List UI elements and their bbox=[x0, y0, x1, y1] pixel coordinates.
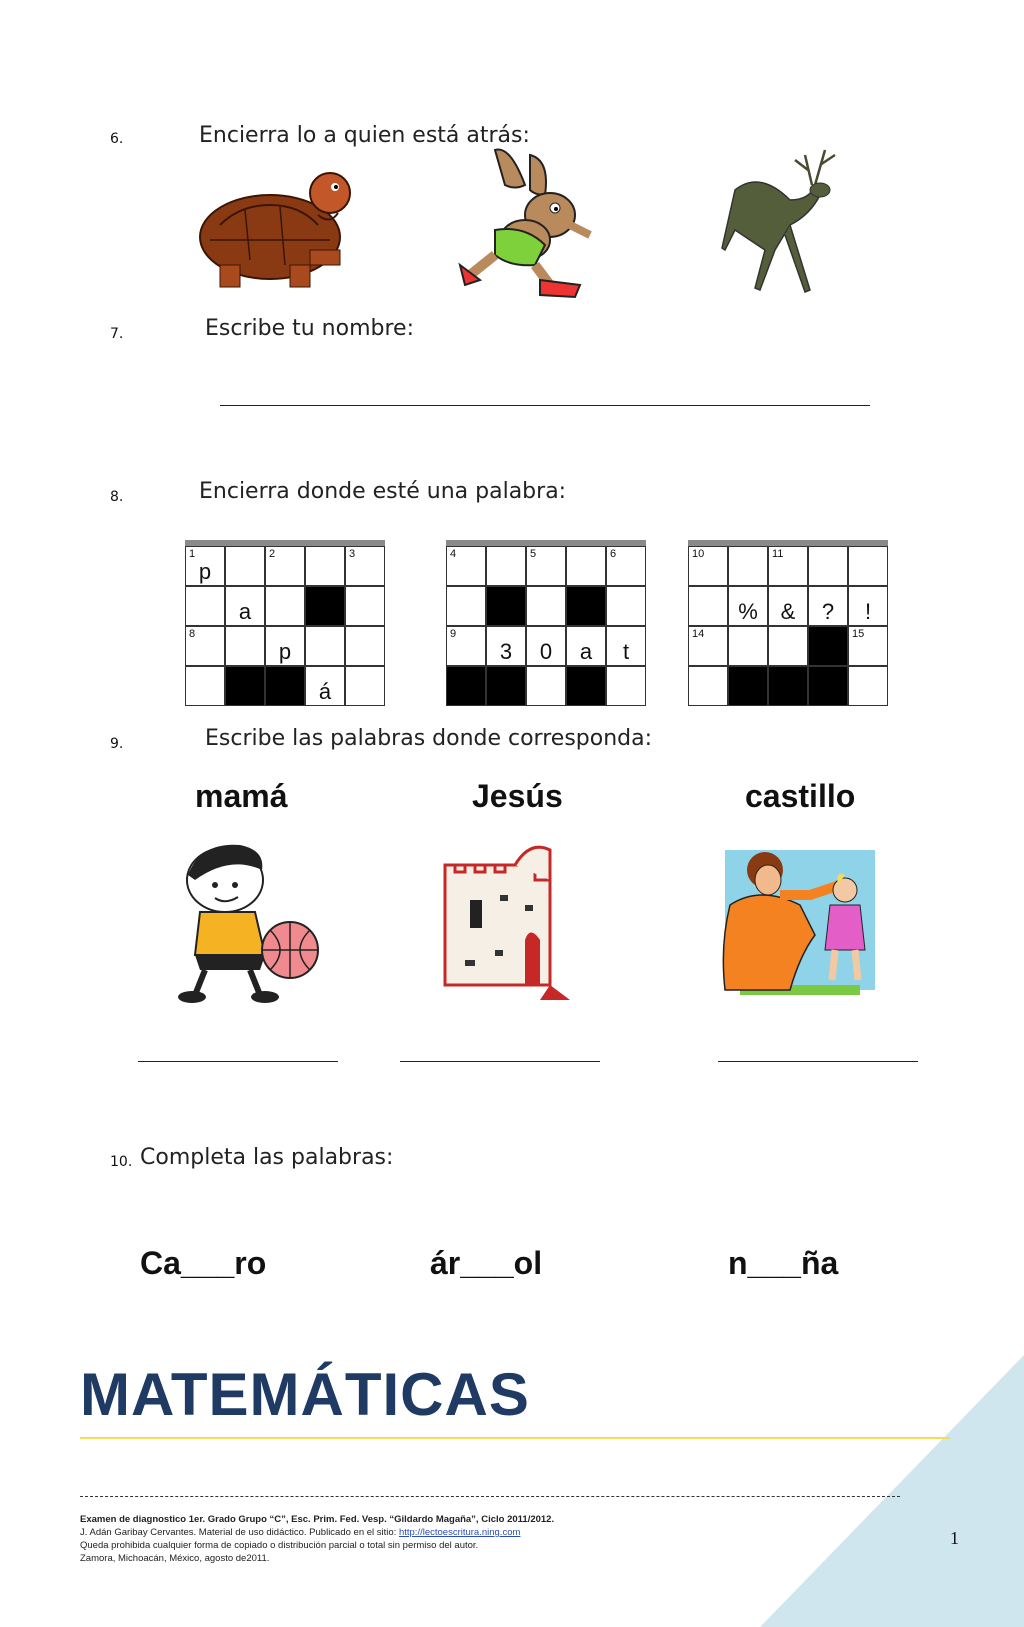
crossword-cell bbox=[688, 586, 728, 626]
crossword-letter: & bbox=[780, 599, 796, 624]
crossword-letter: 0 bbox=[539, 639, 553, 664]
fill-word-3[interactable]: n___ña bbox=[728, 1245, 839, 1281]
crossword-cell bbox=[185, 626, 225, 666]
crossword-letter: a bbox=[579, 639, 593, 664]
turtle-illustration[interactable] bbox=[190, 165, 365, 295]
crossword-cell bbox=[446, 586, 486, 626]
crossword-cell bbox=[848, 546, 888, 586]
deer-illustration[interactable] bbox=[720, 140, 850, 300]
crossword-option-2[interactable] bbox=[446, 540, 646, 706]
crossword-cell bbox=[768, 546, 808, 586]
crossword-cell bbox=[345, 586, 385, 626]
q6-text: Encierra lo a quien está atrás: bbox=[199, 123, 530, 148]
word-option: castillo bbox=[745, 778, 856, 814]
crossword-cell bbox=[688, 626, 728, 666]
crossword-cell bbox=[526, 586, 566, 626]
q7-number: 7. bbox=[110, 326, 124, 342]
crossword-clue-number: 14 bbox=[692, 628, 705, 640]
answer-line-3[interactable] bbox=[718, 1061, 918, 1062]
q10-number: 10. bbox=[110, 1154, 133, 1170]
crossword-cell bbox=[606, 666, 646, 706]
crossword-cell bbox=[446, 626, 486, 666]
castle-illustration bbox=[440, 840, 575, 1000]
boy-basketball-illustration bbox=[170, 840, 330, 1005]
crossword-letter: ! bbox=[864, 599, 872, 624]
rabbit-illustration[interactable] bbox=[455, 145, 605, 305]
answer-line-2[interactable] bbox=[400, 1061, 600, 1062]
crossword-cell bbox=[526, 666, 566, 706]
q10-text: Completa las palabras: bbox=[140, 1145, 394, 1170]
crossword-clue-number: 8 bbox=[189, 628, 196, 640]
word-option: Jesús bbox=[472, 778, 563, 814]
crossword-letter: % bbox=[738, 599, 758, 624]
crossword-black-cell bbox=[446, 666, 486, 706]
crossword-cell bbox=[808, 586, 848, 626]
crossword-cell bbox=[265, 546, 305, 586]
crossword-black-cell bbox=[808, 626, 848, 666]
crossword-cell bbox=[848, 626, 888, 666]
crossword-black-cell bbox=[486, 586, 526, 626]
crossword-cell bbox=[688, 666, 728, 706]
crossword-clue-number: 10 bbox=[692, 548, 705, 560]
crossword-option-1[interactable] bbox=[185, 540, 385, 706]
crossword-letter: ? bbox=[821, 599, 835, 624]
crossword-letter: p bbox=[198, 559, 212, 584]
crossword-clue-number: 2 bbox=[269, 548, 276, 560]
crossword-cell bbox=[728, 546, 768, 586]
crossword-cell bbox=[225, 626, 265, 666]
crossword-black-cell bbox=[566, 586, 606, 626]
crossword-cell bbox=[848, 586, 888, 626]
crossword-letter: a bbox=[238, 599, 252, 624]
crossword-cell bbox=[728, 626, 768, 666]
crossword-black-cell bbox=[808, 666, 848, 706]
page-number: 1 bbox=[950, 1528, 959, 1548]
crossword-cell bbox=[305, 666, 345, 706]
crossword-cell bbox=[265, 626, 305, 666]
crossword-cell bbox=[566, 626, 606, 666]
mother-child-illustration bbox=[720, 845, 880, 1000]
crossword-letter: á bbox=[318, 679, 332, 704]
title-underline bbox=[80, 1437, 950, 1439]
crossword-black-cell bbox=[265, 666, 305, 706]
crossword-clue-number: 3 bbox=[349, 548, 356, 560]
crossword-black-cell bbox=[305, 586, 345, 626]
crossword-cell bbox=[305, 546, 345, 586]
crossword-cell bbox=[486, 626, 526, 666]
crossword-letter: p bbox=[278, 639, 292, 664]
q8-number: 8. bbox=[110, 489, 124, 505]
crossword-cell bbox=[225, 586, 265, 626]
footer-line-4: Zamora, Michoacán, México, agosto de2011. bbox=[80, 1553, 270, 1564]
footer-line-3: Queda prohibida cualquier forma de copiado o distribución parcial o total sin permiso del autor. bbox=[80, 1540, 479, 1551]
crossword-clue-number: 9 bbox=[450, 628, 457, 640]
q7-text: Escribe tu nombre: bbox=[205, 316, 414, 341]
site-link[interactable]: http://lectoescritura.ning.com bbox=[398, 1527, 521, 1538]
footer-line-2 bbox=[80, 1527, 520, 1538]
fill-word-1[interactable]: Ca___ro bbox=[140, 1245, 267, 1281]
word-option: mamá bbox=[195, 778, 288, 814]
crossword-cell bbox=[566, 546, 606, 586]
crossword-clue-number: 15 bbox=[852, 628, 865, 640]
fill-word-2[interactable]: ár___ol bbox=[430, 1245, 543, 1281]
crossword-black-cell bbox=[768, 666, 808, 706]
crossword-cell bbox=[305, 626, 345, 666]
crossword-clue-number: 11 bbox=[772, 548, 784, 560]
crossword-cell bbox=[768, 586, 808, 626]
crossword-cell bbox=[345, 546, 385, 586]
crossword-cell bbox=[345, 666, 385, 706]
crossword-black-cell bbox=[225, 666, 265, 706]
crossword-letter: t bbox=[622, 639, 630, 664]
crossword-cell bbox=[768, 626, 808, 666]
crossword-cell bbox=[808, 546, 848, 586]
crossword-cell bbox=[345, 626, 385, 666]
crossword-cell bbox=[225, 546, 265, 586]
q9-text: Escribe las palabras donde corresponda: bbox=[205, 726, 653, 751]
crossword-cell bbox=[185, 586, 225, 626]
crossword-clue-number: 4 bbox=[450, 548, 457, 560]
crossword-cell bbox=[265, 586, 305, 626]
footer-credit: J. Adán Garibay Cervantes. Material de uso didáctico. Publicado en el sitio: bbox=[80, 1527, 399, 1538]
crossword-cell bbox=[606, 626, 646, 666]
crossword-option-3[interactable] bbox=[688, 540, 888, 706]
footer-separator bbox=[80, 1496, 900, 1497]
crossword-black-cell bbox=[566, 666, 606, 706]
crossword-clue-number: 1 bbox=[189, 548, 196, 560]
crossword-clue-number: 5 bbox=[530, 548, 537, 560]
crossword-clue-number: 6 bbox=[610, 548, 617, 560]
crossword-black-cell bbox=[728, 666, 768, 706]
q6-number: 6. bbox=[110, 131, 124, 147]
crossword-cell bbox=[848, 666, 888, 706]
section-title: MATEMÁTICAS bbox=[80, 1361, 530, 1428]
answer-line-1[interactable] bbox=[138, 1061, 338, 1062]
crossword-black-cell bbox=[486, 666, 526, 706]
crossword-letter: 3 bbox=[499, 639, 513, 664]
footer-line-1: Examen de diagnostico 1er. Grado Grupo “C”, Esc. Prim. Fed. Vesp. “Gildardo Magaña”, Ciclo 2011/2012. bbox=[80, 1514, 555, 1525]
name-answer-line[interactable] bbox=[220, 405, 870, 406]
q9-number: 9. bbox=[110, 736, 124, 752]
crossword-cell bbox=[688, 546, 728, 586]
crossword-cell bbox=[526, 546, 566, 586]
crossword-cell bbox=[486, 546, 526, 586]
crossword-cell bbox=[606, 546, 646, 586]
crossword-cell bbox=[526, 626, 566, 666]
q8-text: Encierra donde esté una palabra: bbox=[199, 479, 567, 504]
crossword-cell bbox=[185, 546, 225, 586]
crossword-cell bbox=[185, 666, 225, 706]
crossword-cell bbox=[728, 586, 768, 626]
crossword-cell bbox=[606, 586, 646, 626]
crossword-cell bbox=[446, 546, 486, 586]
